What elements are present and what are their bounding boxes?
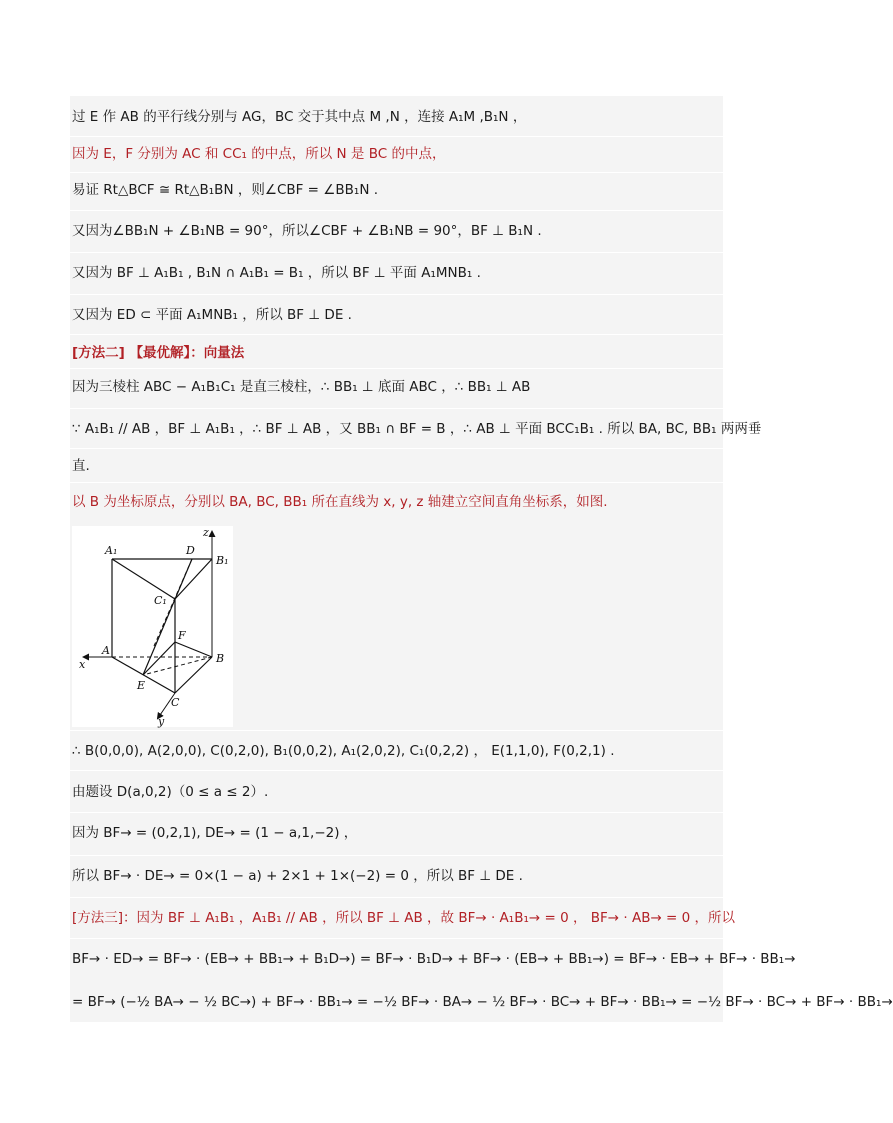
solution-line: 所以 BF→ · DE→ = 0×(1 − a) + 2×1 + 1×(−2) = 0 ，所以 BF ⊥ DE . — [72, 868, 523, 884]
row-separator — [70, 482, 723, 483]
label-E: E — [137, 679, 146, 692]
solution-line: 因为 E，F 分别为 AC 和 CC₁ 的中点，所以 N 是 BC 的中点， — [72, 146, 446, 162]
edge-b-e-hidden — [143, 657, 212, 675]
row-separator — [70, 897, 723, 898]
row-separator — [70, 812, 723, 813]
solution-line: 又因为 ED ⊂ 平面 A₁MNB₁ ，所以 BF ⊥ DE . — [72, 307, 352, 323]
solution-line: ∵ A₁B₁ // AB ，BF ⊥ A₁B₁ ，∴ BF ⊥ AB ，又 BB₁ ∩ BF = B ，∴ AB ⊥ 平面 BCC₁B₁ . 所以 BA, BC, BB₁ 两两垂 — [72, 421, 762, 437]
edge-c1-b1 — [175, 559, 212, 599]
row-separator — [70, 252, 723, 253]
row-separator — [70, 368, 723, 369]
label-C: C — [171, 696, 180, 709]
row-separator — [70, 334, 723, 335]
label-A: A — [102, 644, 110, 657]
solution-line: 直. — [72, 458, 90, 474]
label-C1: C₁ — [154, 594, 167, 607]
solution-line: = BF→ (−½ BA→ − ½ BC→) + BF→ · BB₁→ = −½ BF→ · BA→ − ½ BF→ · BC→ + BF→ · BB₁→ = −½ BF→ · BC→ + BF→ · BB₁→ — [72, 994, 893, 1010]
row-separator — [70, 294, 723, 295]
solution-line: [方法三]：因为 BF ⊥ A₁B₁ ，A₁B₁ // AB ，所以 BF ⊥ AB ，故 BF→ · A₁B₁→ = 0 ， BF→ · AB→ = 0 ，所以 — [72, 910, 736, 926]
solution-line: 因为三棱柱 ABC − A₁B₁C₁ 是直三棱柱，∴ BB₁ ⊥ 底面 ABC ，∴ BB₁ ⊥ AB — [72, 379, 531, 395]
row-separator — [70, 770, 723, 771]
row-separator — [70, 938, 723, 939]
edge-c-b — [175, 657, 212, 693]
row-separator — [70, 136, 723, 137]
prism-diagram — [72, 526, 233, 727]
prism-figure — [72, 526, 233, 727]
label-z: z — [203, 526, 209, 539]
row-separator — [70, 210, 723, 211]
solution-line: BF→ · ED→ = BF→ · (EB→ + BB₁→ + B₁D→) = BF→ · B₁D→ + BF→ · (EB→ + BB₁→) = BF→ · EB→ + BF→ · BB₁→ — [72, 951, 796, 967]
row-separator — [70, 730, 723, 731]
solution-line: 以 B 为坐标原点，分别以 BA, BC, BB₁ 所在直线为 x, y, z 轴建立空间直角坐标系，如图. — [72, 494, 608, 510]
solution-line: [方法二] 【最优解】：向量法 — [72, 345, 245, 361]
row-separator — [70, 172, 723, 173]
solution-line: ∴ B(0,0,0), A(2,0,0), C(0,2,0), B₁(0,0,2), A₁(2,0,2), C₁(0,2,2) ， E(1,1,0), F(0,2,1) . — [72, 743, 615, 759]
label-B: B — [216, 652, 225, 665]
edge-b-f — [175, 642, 212, 657]
label-D: D — [186, 544, 195, 557]
solution-line: 易证 Rt△BCF ≅ Rt△B₁BN ，则∠CBF = ∠BB₁N . — [72, 182, 379, 198]
edge-a1-c1 — [112, 559, 175, 599]
solution-line: 过 E 作 AB 的平行线分别与 AG，BC 交于其中点 M ,N ，连接 A₁M ,B₁N ， — [72, 109, 527, 125]
row-separator — [70, 448, 723, 449]
edge-e-d — [143, 559, 192, 675]
row-separator — [70, 855, 723, 856]
row-separator — [70, 408, 723, 409]
label-x: x — [79, 658, 86, 671]
solution-line: 由题设 D(a,0,2)（0 ≤ a ≤ 2）. — [72, 784, 269, 800]
solution-line: 因为 BF→ = (0,2,1), DE→ = (1 − a,1,−2) ， — [72, 825, 358, 841]
label-A1: A₁ — [105, 544, 118, 557]
edge-e-f — [143, 642, 175, 675]
solution-line: 又因为 BF ⊥ A₁B₁ , B₁N ∩ A₁B₁ = B₁ ，所以 BF ⊥ 平面 A₁MNB₁ . — [72, 265, 481, 281]
label-y: y — [158, 715, 165, 728]
label-B1: B₁ — [216, 554, 229, 567]
solution-line: 又因为∠BB₁N + ∠B₁NB = 90°，所以∠CBF + ∠B₁NB = 90°，BF ⊥ B₁N . — [72, 223, 542, 239]
label-F: F — [178, 629, 186, 642]
